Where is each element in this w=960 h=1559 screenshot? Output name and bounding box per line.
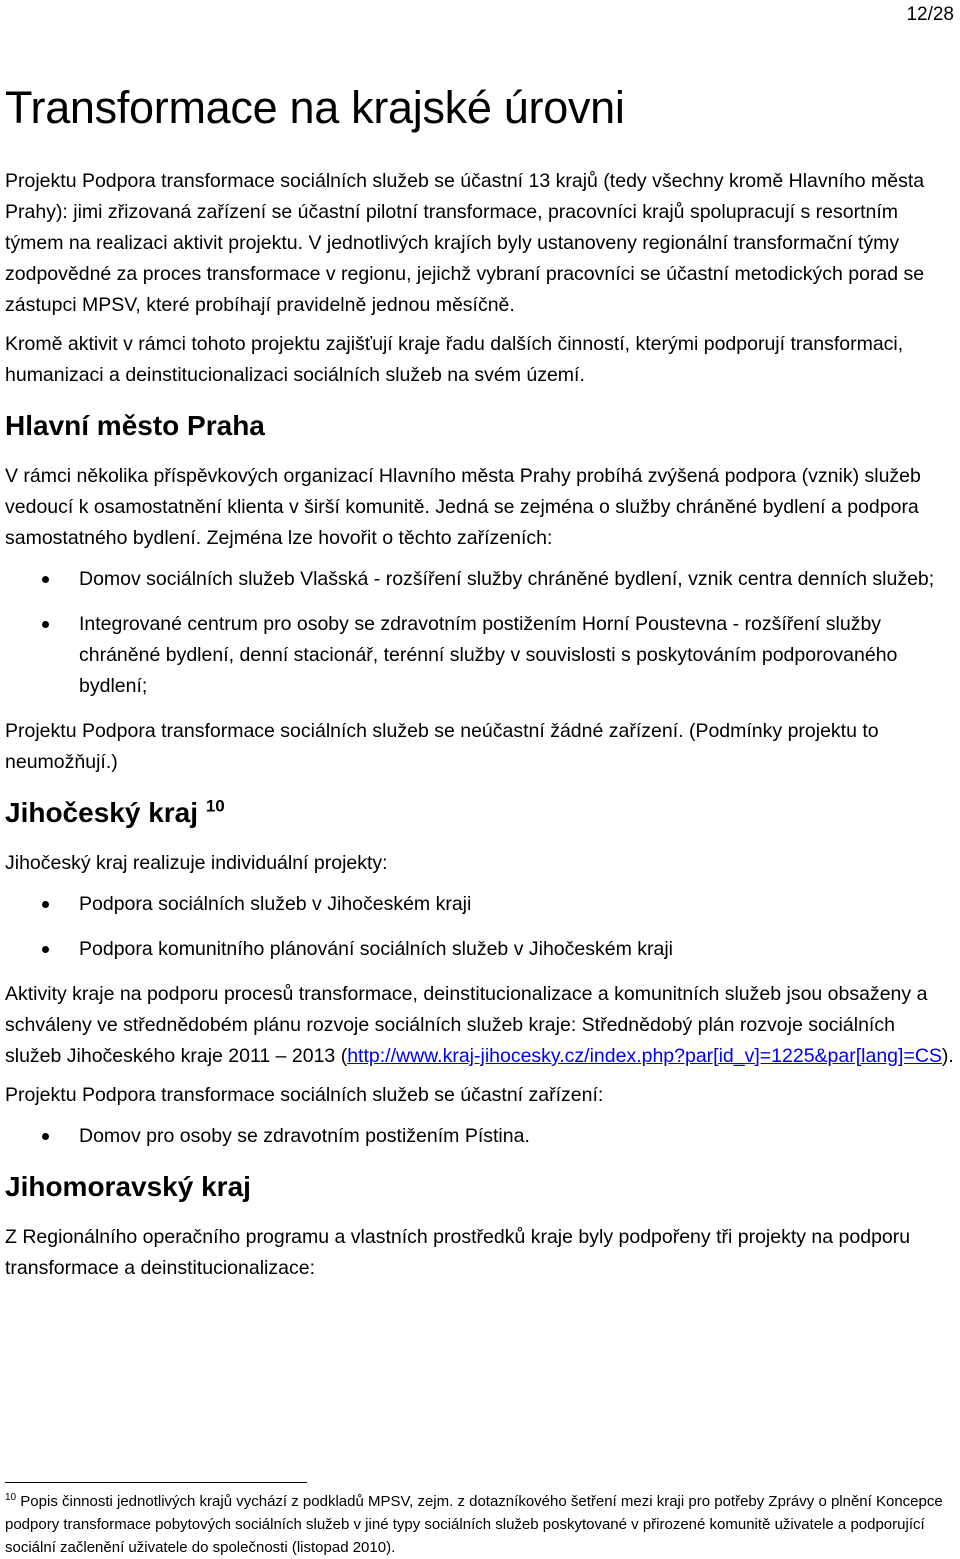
- praha-paragraph-1: V rámci několika příspěvkových organizací Hlavního města Prahy probíhá zvýšená podpora (vznik) služeb vedoucí k osamostatnění klienta v širší komunitě. Jedná se zejména o služby chráněné bydlení a podpora samostatného bydlení. Zejména lze hovořit o těchto zařízeních:: [5, 465, 921, 549]
- footnote-reference[interactable]: 10: [205, 796, 225, 816]
- list-item-text: Podpora komunitního plánování sociálních služeb v Jihočeském kraji: [79, 938, 673, 960]
- bullet-icon: [42, 576, 49, 583]
- footnote-number: 10: [5, 1492, 17, 1503]
- jihocesky-paragraph-2-end: ).: [941, 1045, 954, 1067]
- heading-jihocesky-text: Jihočeský kraj: [5, 797, 199, 828]
- praha-paragraph-2: Projektu Podpora transformace sociálních služeb se neúčastní žádné zařízení. (Podmínky projektu to neumožňují.): [5, 720, 879, 773]
- page-number: 12/28: [906, 4, 954, 25]
- bullet-icon: [42, 946, 49, 953]
- jihocesky-list: [5, 889, 955, 965]
- kraj-jihocesky-link[interactable]: http://www.kraj-jihocesky.cz/index.php?par[id_v]=1225&par[lang]=CS: [347, 1045, 942, 1067]
- jihomoravsky-paragraph-1: Z Regionálního operačního programu a vlastních prostředků kraje byly podpořeny tři projekty na podporu transformace a deinstitucionalizace:: [5, 1226, 911, 1279]
- jihocesky-paragraph-1: Jihočeský kraj realizuje individuální projekty:: [5, 852, 388, 874]
- list-item: [5, 609, 955, 702]
- bullet-icon: [42, 621, 49, 628]
- list-item: [5, 889, 955, 920]
- list-item-text: Domov sociálních služeb Vlašská - rozšíření služby chráněné bydlení, vznik centra denních služeb;: [79, 568, 935, 590]
- footnote-text: Popis činnosti jednotlivých krajů vychází z podkladů MPSV, zejm. z dotazníkového šetření mezi kraji pro potřeby Zprávy o plnění Koncepce podpory transformace pobytových sociálních služeb v jiné typy sociálních služeb poskytované v přirozené komunitě uživatele a podporující sociální začlenění uživatele do společnosti (listopad 2010).: [5, 1493, 943, 1556]
- bullet-icon: [42, 901, 49, 908]
- jihocesky-list-2: [5, 1121, 955, 1152]
- footnote: [5, 1490, 955, 1559]
- page-content: [5, 80, 955, 1292]
- heading-praha: Hlavní město Praha: [5, 410, 265, 441]
- jihocesky-paragraph-2-text: Aktivity kraje na podporu procesů transformace, deinstitucionalizace a komunitních služeb jsou obsaženy a schváleny ve střednědobém plánu rozvoje sociálních služeb kraje: Střednědobý plán rozvoje sociálních služeb Jihočeského kraje 2011 – 2013 (: [5, 983, 928, 1067]
- bullet-icon: [42, 1133, 49, 1140]
- jihocesky-paragraph-2: [5, 979, 955, 1072]
- heading-jihomoravsky: Jihomoravský kraj: [5, 1171, 251, 1202]
- list-item-text: Podpora sociálních služeb v Jihočeském kraji: [79, 893, 472, 915]
- list-item-text: Domov pro osoby se zdravotním postižením Pístina.: [79, 1125, 530, 1147]
- jihocesky-paragraph-3: Projektu Podpora transformace sociálních služeb se účastní zařízení:: [5, 1084, 604, 1106]
- intro-paragraph-2: Kromě aktivit v rámci tohoto projektu zajišťují kraje řadu dalších činností, kterými podporují transformaci, humanizaci a deinstitucionalizaci sociálních služeb na svém území.: [5, 333, 904, 386]
- footnote-divider: [5, 1482, 307, 1483]
- praha-list: [5, 564, 955, 702]
- intro-paragraph-1: Projektu Podpora transformace sociálních služeb se účastní 13 krajů (tedy všechny kromě Hlavního města Prahy): jimi zřizovaná zařízení se účastní pilotní transformace, pracovníci krajů spolupracují s resortním týmem na realizaci aktivit projektu. V jednotlivých krajích byly ustanoveny regionální transformační týmy zodpovědné za proces transformace v regionu, jejichž vybraní pracovníci se účastní metodických porad se zástupci MPSV, které probíhají pravidelně jednou měsíčně.: [5, 170, 925, 316]
- page-title: Transformace na krajské úrovni: [5, 82, 625, 133]
- list-item: [5, 1121, 955, 1152]
- list-item: [5, 934, 955, 965]
- heading-jihocesky: [5, 796, 955, 830]
- list-item: [5, 564, 955, 595]
- list-item-text: Integrované centrum pro osoby se zdravotním postižením Horní Poustevna - rozšíření služby chráněné bydlení, denní stacionář, terénní služby v souvislosti s poskytováním podporovaného bydlení;: [79, 613, 898, 697]
